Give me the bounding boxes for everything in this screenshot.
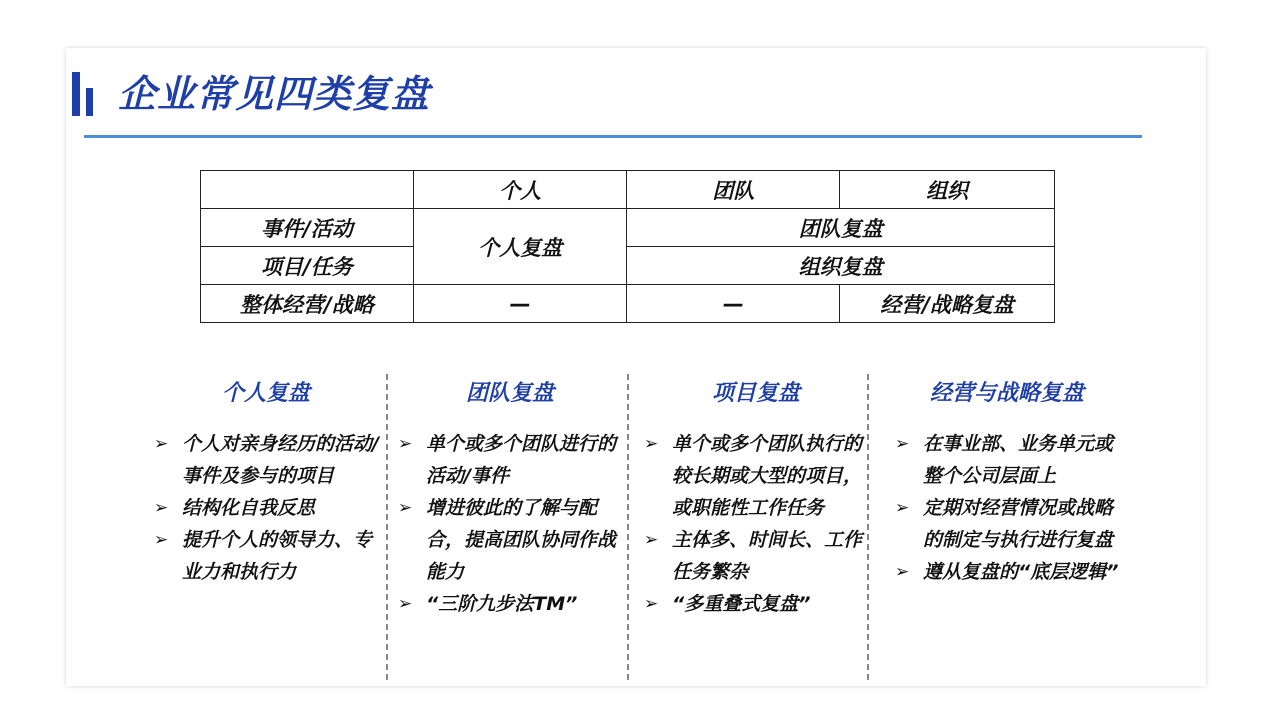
list-item: ➢ 个人对亲身经历的活动/事件及参与的项目 <box>148 428 384 492</box>
column-divider <box>386 374 388 680</box>
header-empty <box>201 171 414 209</box>
page-title: 企业常见四类复盘 <box>118 72 431 116</box>
row-label-strategy: 整体经营/战略 <box>201 285 414 323</box>
list-item: ➢ 增进彼此的了解与配合，提高团队协同作战能力 <box>392 492 628 588</box>
bullet-list <box>392 428 628 620</box>
list-item: ➢ “三阶九步法TM” <box>392 588 628 620</box>
title-accent-bar <box>72 72 80 116</box>
arrow-bullet-icon: ➢ <box>644 434 659 454</box>
row-label-project: 项目/任务 <box>201 247 414 285</box>
header-org: 组织 <box>840 171 1055 209</box>
cell-team-review: 团队复盘 <box>627 209 1055 247</box>
table-row <box>201 247 1055 285</box>
row-label-event: 事件/活动 <box>201 209 414 247</box>
column-title: 项目复盘 <box>711 381 800 406</box>
table-header-row <box>201 171 1055 209</box>
list-item: ➢ 提升个人的领导力、专业力和执行力 <box>148 524 384 588</box>
column-strategy-review <box>889 372 1125 588</box>
arrow-bullet-icon: ➢ <box>895 498 910 518</box>
column-team-review <box>392 372 628 620</box>
list-item: ➢ “多重叠式复盘” <box>638 588 874 620</box>
list-item: ➢ 结构化自我反思 <box>148 492 384 524</box>
arrow-bullet-icon: ➢ <box>644 594 659 614</box>
column-title: 团队复盘 <box>465 381 554 406</box>
review-matrix-table <box>200 170 1055 323</box>
column-personal-review <box>148 372 384 588</box>
column-divider <box>867 374 869 680</box>
arrow-bullet-icon: ➢ <box>154 530 169 550</box>
list-item: ➢ 单个或多个团队进行的活动/事件 <box>392 428 628 492</box>
arrow-bullet-icon: ➢ <box>895 434 910 454</box>
list-item: ➢ 单个或多个团队执行的较长期或大型的项目，或职能性工作任务 <box>638 428 874 524</box>
header-team: 团队 <box>627 171 840 209</box>
arrow-bullet-icon: ➢ <box>154 434 169 454</box>
header-personal: 个人 <box>413 171 627 209</box>
cell-org-review: 组织复盘 <box>627 247 1055 285</box>
list-item: ➢ 遵从复盘的“底层逻辑” <box>889 556 1125 588</box>
column-project-review <box>638 372 874 620</box>
column-title: 个人复盘 <box>221 381 310 406</box>
column-title: 经营与战略复盘 <box>929 381 1084 406</box>
cell-personal-review: 个人复盘 <box>413 209 627 285</box>
arrow-bullet-icon: ➢ <box>895 562 910 582</box>
arrow-bullet-icon: ➢ <box>398 594 413 614</box>
arrow-bullet-icon: ➢ <box>154 498 169 518</box>
list-item: ➢ 定期对经营情况或战略的制定与执行进行复盘 <box>889 492 1125 556</box>
table-row <box>201 209 1055 247</box>
cell-strategy-personal: — <box>413 285 627 323</box>
arrow-bullet-icon: ➢ <box>398 434 413 454</box>
bullet-list <box>889 428 1125 588</box>
cell-strategy-team: — <box>627 285 840 323</box>
list-item: ➢ 主体多、时间长、工作任务繁杂 <box>638 524 874 588</box>
bullet-list <box>148 428 384 588</box>
bullet-list <box>638 428 874 620</box>
arrow-bullet-icon: ➢ <box>398 498 413 518</box>
arrow-bullet-icon: ➢ <box>644 530 659 550</box>
list-item: ➢ 在事业部、业务单元或整个公司层面上 <box>889 428 1125 492</box>
cell-strategy-org: 经营/战略复盘 <box>840 285 1055 323</box>
column-divider <box>627 374 629 680</box>
table-row <box>201 285 1055 323</box>
title-accent-bar-short <box>86 88 93 116</box>
slide-frame <box>66 48 1206 686</box>
title-divider <box>84 135 1142 138</box>
